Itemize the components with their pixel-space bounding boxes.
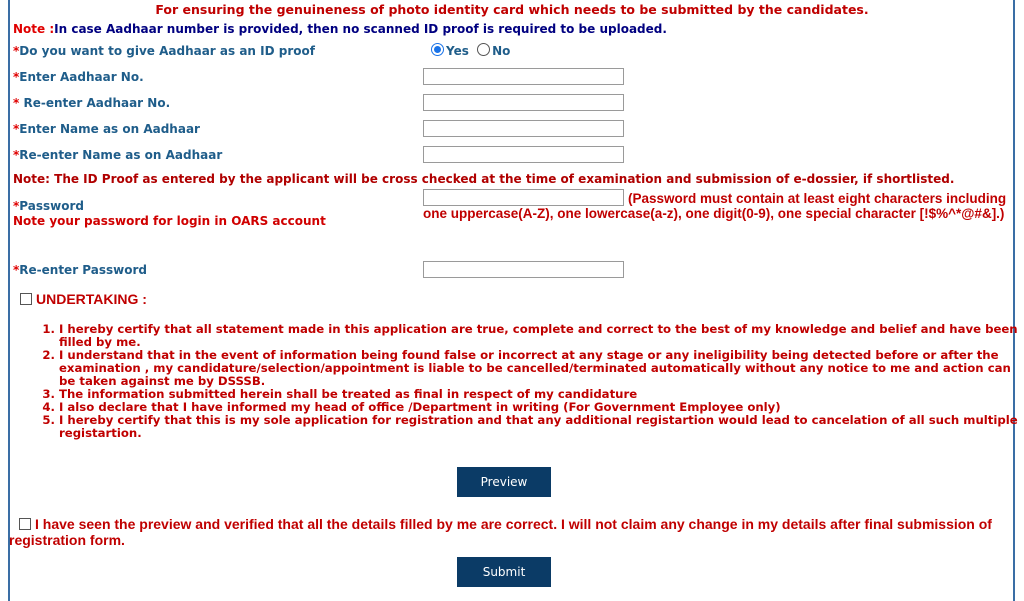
aadhaar-no-confirm-row <box>13 96 170 110</box>
undertaking-list <box>38 323 1024 440</box>
undertaking-item: 4. I also declare that I have informed my head of office /Department in writing (For Government Employee only) <box>59 401 1024 414</box>
password-confirm-input[interactable] <box>423 261 624 278</box>
password-confirm-label: Re-enter Password <box>19 263 147 277</box>
undertaking-item: 2. I understand that in the event of information being found false or incorrect at any stage or any ineligibility being detected before or after the examination , my candidature/selection/appointment is liable to be cancelled/terminated automatically without any notice to me and action can be taken against me by DSSSB. <box>59 349 1024 388</box>
undertaking-item: 3. The information submitted herein shall be treated as final in respect of my candidature <box>59 388 1024 401</box>
name-input[interactable] <box>423 120 624 137</box>
right-border <box>1013 0 1015 601</box>
required-marker: * <box>13 70 20 84</box>
undertaking-checkbox[interactable] <box>20 293 32 305</box>
radio-no[interactable] <box>477 43 490 56</box>
undertaking-item: 5. I hereby certify that this is my sole application for registration and that any additional registartion would lead to cancelation of all such multiple registartion. <box>59 414 1024 440</box>
aadhaar-proof-question <box>13 44 315 58</box>
preview-button[interactable]: Preview <box>457 467 551 497</box>
verify-text[interactable]: I have seen the preview and verified that all the details filled by me are correct. I will not claim any change in my details after final submission of registration form. <box>9 516 992 548</box>
aadhaar-no-input[interactable] <box>423 68 624 85</box>
required-marker: * <box>13 263 20 277</box>
left-border <box>8 0 10 601</box>
verify-statement <box>9 516 1009 548</box>
aadhaar-proof-label: Do you want to give Aadhaar as an ID proof <box>19 44 315 58</box>
aadhaar-proof-radio-group <box>431 43 510 58</box>
genuineness-note: For ensuring the genuineness of photo identity card which needs to be submitted by the candidates. <box>155 2 869 17</box>
name-confirm-input[interactable] <box>423 146 624 163</box>
required-marker: * <box>13 122 20 136</box>
id-proof-note: Note: The ID Proof as entered by the applicant will be cross checked at the time of examination and submission of e-dossier, if shortlisted. <box>13 172 955 186</box>
aadhaar-no-confirm-label: Re-enter Aadhaar No. <box>19 96 171 110</box>
aadhaar-no-row <box>13 70 144 84</box>
required-marker: * <box>13 44 20 58</box>
aadhaar-note <box>13 22 667 36</box>
password-sub-label: Note your password for login in OARS account <box>13 214 326 228</box>
name-label: Enter Name as on Aadhaar <box>19 122 200 136</box>
aadhaar-note-text: In case Aadhaar number is provided, then no scanned ID proof is required to be uploaded. <box>54 22 667 36</box>
aadhaar-note-prefix: Note : <box>13 22 55 36</box>
name-row <box>13 122 200 136</box>
name-confirm-row <box>13 148 222 162</box>
aadhaar-no-label: Enter Aadhaar No. <box>19 70 144 84</box>
verify-checkbox[interactable] <box>19 518 31 530</box>
password-row <box>13 199 84 213</box>
required-marker: * <box>13 199 20 213</box>
required-marker: * <box>13 96 20 110</box>
radio-yes[interactable] <box>431 43 444 56</box>
name-confirm-label: Re-enter Name as on Aadhaar <box>19 148 223 162</box>
undertaking-item: 1. I hereby certify that all statement made in this application are true, complete and correct to the best of my knowledge and belief and have been filled by me. <box>59 323 1024 349</box>
password-label: Password <box>19 199 84 213</box>
submit-button[interactable]: Submit <box>457 557 551 587</box>
required-marker: * <box>13 148 20 162</box>
radio-no-label[interactable]: No <box>492 44 511 58</box>
aadhaar-no-confirm-input[interactable] <box>423 94 624 111</box>
password-confirm-row <box>13 263 147 277</box>
radio-yes-label[interactable]: Yes <box>446 44 469 58</box>
undertaking-heading <box>20 291 147 307</box>
undertaking-title[interactable]: UNDERTAKING : <box>36 291 147 307</box>
password-hint: (Password must contain at least eight characters including one uppercase(A-Z), one lowercase(a-z), one digit(0-9), one special character [!$%^*@#&].) <box>423 191 1007 221</box>
